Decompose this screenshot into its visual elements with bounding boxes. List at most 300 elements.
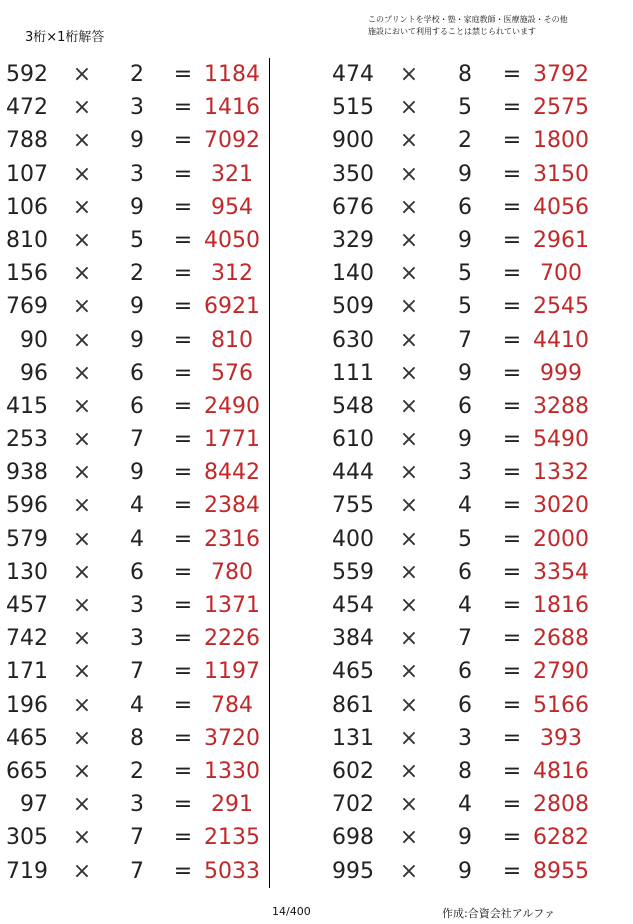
times-sign: × [72,593,92,618]
times-sign: × [399,559,419,585]
multiplier: 6 [458,194,472,220]
equals-sign: = [502,758,522,784]
times-sign: × [399,493,419,519]
multiplicand: 457 [6,593,48,618]
answer: 999 [540,360,582,386]
equals-sign: = [173,62,193,87]
times-sign: × [399,128,419,154]
multiplier: 6 [458,692,472,718]
answer: 4816 [533,758,589,784]
equals-sign: = [502,128,522,154]
equals-sign: = [502,194,522,220]
multiplicand: 253 [6,427,48,453]
multiplier: 6 [458,559,472,585]
times-sign: × [72,294,92,320]
equals-sign: = [502,427,522,453]
problem-row [0,556,268,589]
equals-sign: = [502,393,522,419]
times-sign: × [72,792,92,818]
multiplicand: 596 [6,493,48,519]
times-sign: × [399,825,419,851]
equals-sign: = [173,393,193,419]
answer: 2688 [533,626,589,652]
multiplicand: 171 [6,659,48,685]
multiplier: 8 [458,758,472,784]
answer: 6282 [533,825,589,851]
problem-row [328,556,628,589]
problem-row [0,158,268,191]
multiplier: 9 [130,128,144,154]
problem-row [328,722,628,755]
left-problem-column [0,58,268,888]
problem-row [328,821,628,854]
page-title: 3桁×1桁解答 [25,30,105,45]
problem-row [328,855,628,888]
multiplier: 5 [130,227,144,253]
multiplier: 4 [130,493,144,519]
problem-row [0,290,268,323]
problem-row [0,722,268,755]
equals-sign: = [173,161,193,187]
answer: 2575 [533,95,589,121]
creator-credit: 作成:合資会社アルファ [442,907,556,920]
times-sign: × [72,360,92,386]
equals-sign: = [173,692,193,718]
multiplier: 6 [458,393,472,419]
multiplier: 7 [130,427,144,453]
multiplicand: 665 [6,758,48,784]
answer: 393 [540,725,582,751]
problem-row [0,423,268,456]
problem-row [0,523,268,556]
problem-row [328,489,628,522]
times-sign: × [72,62,92,87]
multiplier: 2 [458,128,472,154]
answer: 7092 [204,128,260,154]
column-divider [269,58,270,888]
multiplier: 5 [458,294,472,320]
multiplier: 7 [458,327,472,353]
times-sign: × [399,460,419,486]
times-sign: × [72,95,92,121]
multiplicand: 196 [6,692,48,718]
multiplicand: 400 [332,526,374,552]
problem-row [0,788,268,821]
multiplier: 8 [458,62,472,87]
multiplier: 3 [458,725,472,751]
multiplicand: 630 [332,327,374,353]
multiplier: 9 [458,360,472,386]
multiplier: 6 [130,559,144,585]
equals-sign: = [502,62,522,87]
multiplier: 5 [458,526,472,552]
problem-row [0,456,268,489]
multiplier: 9 [130,327,144,353]
multiplicand: 810 [6,227,48,253]
multiplicand: 329 [332,227,374,253]
times-sign: × [399,526,419,552]
multiplicand: 509 [332,294,374,320]
answer: 4050 [204,227,260,253]
multiplicand: 131 [332,725,374,751]
equals-sign: = [502,559,522,585]
problem-row [0,655,268,688]
equals-sign: = [502,327,522,353]
times-sign: × [399,360,419,386]
multiplicand: 465 [332,659,374,685]
problem-row [328,224,628,257]
equals-sign: = [502,692,522,718]
multiplier: 9 [458,427,472,453]
answer: 6921 [204,294,260,320]
problem-row [328,689,628,722]
equals-sign: = [173,128,193,154]
problem-row [328,91,628,124]
multiplicand: 454 [332,593,374,618]
equals-sign: = [502,725,522,751]
multiplier: 9 [130,460,144,486]
multiplier: 4 [458,593,472,618]
equals-sign: = [502,659,522,685]
problem-row [0,855,268,888]
page-number: 14/400 [272,905,311,918]
multiplier: 3 [458,460,472,486]
right-problem-column [328,58,628,888]
multiplicand: 384 [332,626,374,652]
answer: 312 [211,261,253,287]
problem-row [0,191,268,224]
multiplicand: 788 [6,128,48,154]
answer: 2490 [204,393,260,419]
multiplicand: 465 [6,725,48,751]
answer: 5490 [533,427,589,453]
problem-row [328,523,628,556]
multiplier: 3 [130,95,144,121]
multiplicand: 676 [332,194,374,220]
times-sign: × [72,393,92,419]
answer: 3020 [533,493,589,519]
multiplier: 9 [130,294,144,320]
multiplicand: 548 [332,393,374,419]
problem-row [0,755,268,788]
multiplicand: 861 [332,692,374,718]
times-sign: × [399,62,419,87]
multiplicand: 900 [332,128,374,154]
problem-row [328,191,628,224]
problem-row [328,423,628,456]
multiplicand: 305 [6,825,48,851]
problem-row [0,489,268,522]
times-sign: × [72,858,92,884]
problem-row [0,689,268,722]
equals-sign: = [502,261,522,287]
answer: 2226 [204,626,260,652]
answer: 810 [211,327,253,353]
times-sign: × [399,692,419,718]
answer: 8955 [533,858,589,884]
multiplier: 4 [458,792,472,818]
times-sign: × [399,858,419,884]
equals-sign: = [173,593,193,618]
answer: 8442 [204,460,260,486]
times-sign: × [72,559,92,585]
usage-notice [368,14,568,38]
multiplicand: 559 [332,559,374,585]
times-sign: × [399,327,419,353]
multiplier: 9 [458,825,472,851]
equals-sign: = [502,294,522,320]
times-sign: × [399,294,419,320]
answer: 5166 [533,692,589,718]
equals-sign: = [173,858,193,884]
multiplier: 3 [130,792,144,818]
times-sign: × [72,327,92,353]
multiplier: 3 [130,626,144,652]
answer: 3792 [533,62,589,87]
multiplicand: 111 [332,360,374,386]
problem-row [328,655,628,688]
answer: 784 [211,692,253,718]
problem-row [328,755,628,788]
problem-row [328,390,628,423]
problem-row [0,357,268,390]
equals-sign: = [502,825,522,851]
equals-sign: = [502,493,522,519]
times-sign: × [399,659,419,685]
problem-row [0,124,268,157]
multiplicand: 106 [6,194,48,220]
multiplicand: 742 [6,626,48,652]
equals-sign: = [173,261,193,287]
answer: 1332 [533,460,589,486]
multiplier: 9 [458,161,472,187]
multiplicand: 107 [6,161,48,187]
multiplicand: 350 [332,161,374,187]
answer: 2790 [533,659,589,685]
multiplier: 3 [130,161,144,187]
answer: 1800 [533,128,589,154]
multiplicand: 444 [332,460,374,486]
multiplicand: 719 [6,858,48,884]
multiplier: 4 [130,692,144,718]
answer: 700 [540,261,582,287]
times-sign: × [399,393,419,419]
equals-sign: = [173,95,193,121]
answer: 3288 [533,393,589,419]
times-sign: × [72,261,92,287]
problem-row [0,589,268,622]
problem-row [0,58,268,91]
equals-sign: = [502,593,522,618]
multiplicand: 755 [332,493,374,519]
multiplier: 6 [458,659,472,685]
answer: 1197 [204,659,260,685]
equals-sign: = [173,758,193,784]
multiplicand: 698 [332,825,374,851]
usage-notice-line: 施設において利用することは禁じられています [368,27,536,36]
times-sign: × [399,161,419,187]
problem-row [328,357,628,390]
answer: 2316 [204,526,260,552]
equals-sign: = [502,227,522,253]
multiplicand: 140 [332,261,374,287]
equals-sign: = [173,659,193,685]
times-sign: × [399,792,419,818]
problem-row [328,456,628,489]
times-sign: × [72,460,92,486]
problem-row [328,290,628,323]
times-sign: × [399,725,419,751]
multiplier: 5 [458,95,472,121]
multiplicand: 602 [332,758,374,784]
answer: 321 [211,161,253,187]
times-sign: × [72,692,92,718]
times-sign: × [72,161,92,187]
problem-row [328,622,628,655]
problem-row [328,158,628,191]
answer: 1816 [533,593,589,618]
multiplicand: 415 [6,393,48,419]
answer: 1771 [204,427,260,453]
multiplicand: 474 [332,62,374,87]
equals-sign: = [173,294,193,320]
answer: 780 [211,559,253,585]
answer: 2808 [533,792,589,818]
times-sign: × [72,526,92,552]
equals-sign: = [173,460,193,486]
equals-sign: = [173,626,193,652]
problem-row [328,788,628,821]
multiplier: 2 [130,758,144,784]
multiplier: 4 [458,493,472,519]
multiplier: 2 [130,261,144,287]
times-sign: × [399,593,419,618]
multiplicand: 579 [6,526,48,552]
multiplier: 9 [458,858,472,884]
multiplier: 2 [130,62,144,87]
multiplicand: 769 [6,294,48,320]
answer: 1330 [204,758,260,784]
answer: 3150 [533,161,589,187]
equals-sign: = [173,792,193,818]
answer: 954 [211,194,253,220]
answer: 2545 [533,294,589,320]
multiplier: 5 [458,261,472,287]
answer: 3354 [533,559,589,585]
answer: 3720 [204,725,260,751]
multiplicand: 995 [332,858,374,884]
equals-sign: = [502,792,522,818]
problem-row [0,324,268,357]
answer: 2961 [533,227,589,253]
problem-row [328,58,628,91]
equals-sign: = [502,161,522,187]
problem-row [0,91,268,124]
multiplier: 6 [130,360,144,386]
times-sign: × [399,95,419,121]
times-sign: × [72,493,92,519]
equals-sign: = [502,626,522,652]
multiplicand: 97 [20,792,48,818]
answer: 576 [211,360,253,386]
equals-sign: = [173,825,193,851]
problem-row [328,589,628,622]
times-sign: × [72,825,92,851]
usage-notice-line: このプリントを学校・塾・家庭教師・医療施設・その他 [368,15,568,24]
times-sign: × [72,227,92,253]
multiplicand: 472 [6,95,48,121]
problem-row [328,324,628,357]
times-sign: × [399,758,419,784]
multiplicand: 90 [20,327,48,353]
answer: 4410 [533,327,589,353]
multiplicand: 610 [332,427,374,453]
answer: 1371 [204,593,260,618]
answer: 4056 [533,194,589,220]
times-sign: × [72,427,92,453]
equals-sign: = [502,360,522,386]
problem-row [0,821,268,854]
equals-sign: = [173,427,193,453]
multiplicand: 96 [20,360,48,386]
times-sign: × [72,194,92,220]
equals-sign: = [502,460,522,486]
multiplier: 9 [130,194,144,220]
times-sign: × [399,626,419,652]
problem-row [328,257,628,290]
times-sign: × [72,758,92,784]
times-sign: × [399,227,419,253]
answer: 1184 [204,62,260,87]
times-sign: × [72,128,92,154]
problem-row [0,257,268,290]
equals-sign: = [173,725,193,751]
multiplicand: 592 [6,62,48,87]
answer: 2000 [533,526,589,552]
equals-sign: = [502,526,522,552]
multiplier: 8 [130,725,144,751]
answer: 2135 [204,825,260,851]
equals-sign: = [502,95,522,121]
multiplier: 6 [130,393,144,419]
answer: 5033 [204,858,260,884]
problem-row [0,622,268,655]
equals-sign: = [173,360,193,386]
times-sign: × [399,427,419,453]
equals-sign: = [173,227,193,253]
equals-sign: = [173,493,193,519]
times-sign: × [72,626,92,652]
multiplier: 4 [130,526,144,552]
problem-row [328,124,628,157]
multiplier: 7 [130,825,144,851]
equals-sign: = [173,194,193,220]
equals-sign: = [173,327,193,353]
equals-sign: = [502,858,522,884]
multiplicand: 130 [6,559,48,585]
multiplier: 9 [458,227,472,253]
answer: 2384 [204,493,260,519]
times-sign: × [399,194,419,220]
answer: 291 [211,792,253,818]
multiplicand: 156 [6,261,48,287]
times-sign: × [72,725,92,751]
equals-sign: = [173,559,193,585]
problem-row [0,390,268,423]
problem-row [0,224,268,257]
answer: 1416 [204,95,260,121]
multiplier: 7 [458,626,472,652]
